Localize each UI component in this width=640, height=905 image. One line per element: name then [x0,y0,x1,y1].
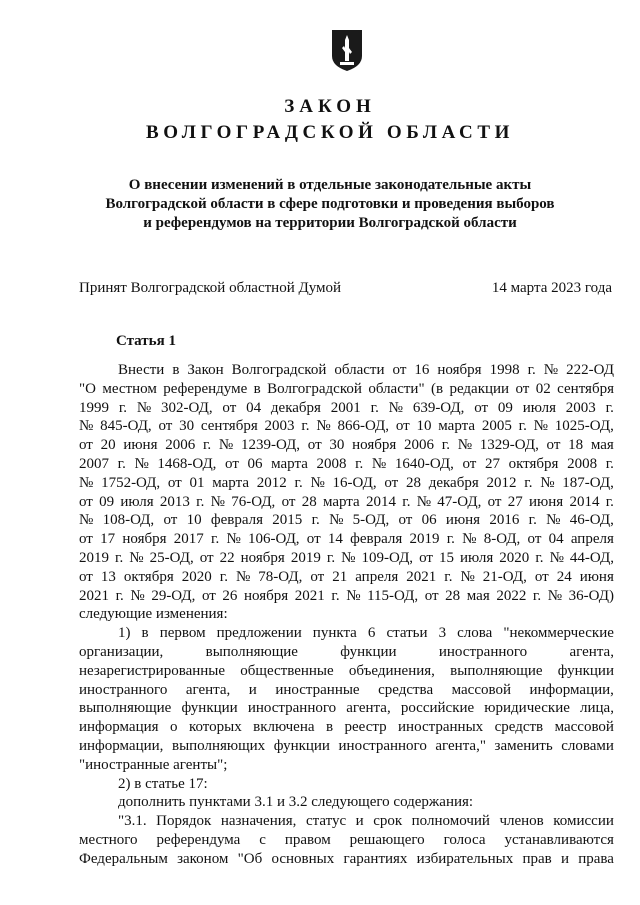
body-line: от 20 июня 2006 г. № 1239-ОД, от 30 ноября 2006 г. № 1329-ОД, от 18 мая [79,437,614,454]
adoption-date: 14 марта 2023 года [491,280,612,296]
body-line: № 845-ОД, от 30 сентября 2003 г. № 866-ОД, от 10 марта 2005 г. № 1025-ОД, [79,418,614,435]
body-line: местного референдума с правом решающего голоса устанавливаются [79,831,614,848]
body-line: Федеральным законом "Об основных гарантиях избирательных прав и права [79,850,614,867]
subject-line: Волгоградской области в сфере подготовки и проведения выборов [105,196,555,212]
adoption-statement: Принят Волгоградской областной Думой [79,280,342,296]
body-line: от 17 ноября 2017 г. № 106-ОД, от 14 февраля 2019 г. № 8-ОД, от 04 апреля [79,531,614,548]
coat-of-arms-emblem [330,28,364,72]
body-line: "О местном референдуме в Волгоградской области" (в редакции от 02 сентября [79,380,614,397]
subject-line: и референдумов на территории Волгоградской области [143,215,517,231]
body-line: от 13 октября 2020 г. № 78-ОД, от 21 апреля 2021 г. № 21-ОД, от 24 июня [79,568,614,585]
body-line: дополнить пунктами 3.1 и 3.2 следующего содержания: [118,794,474,811]
law-subject [100,176,560,233]
body-line: 2019 г. № 25-ОД, от 22 ноября 2019 г. № 109-ОД, от 15 июля 2020 г. № 44-ОД, [79,549,614,566]
body-line: выполняющие функции иностранного агента, российские юридические лица, [79,700,614,717]
body-line: 2007 г. № 1468-ОД, от 06 марта 2008 г. № 1640-ОД, от 27 октября 2008 г. [79,455,614,472]
body-line: организации, выполняющие функции иностранного агента, [79,643,614,660]
body-line: "3.1. Порядок назначения, статус и срок полномочий членов комиссии [118,813,614,830]
subject-line: О внесении изменений в отдельные законодательные акты [128,177,532,193]
body-line: информации, выполняющих функции иностранного агента," заменить словами [79,737,614,754]
body-line: 1) в первом предложении пункта 6 статьи 3 слова "некоммерческие [118,625,614,642]
body-line: от 09 июля 2013 г. № 76-ОД, от 28 марта 2014 г. № 47-ОД, от 27 июня 2014 г. [79,493,614,510]
body-line: № 1752-ОД, от 01 марта 2012 г. № 16-ОД, от 28 декабря 2012 г. № 187-ОД, [79,474,614,491]
body-line: 2021 г. № 29-ОД, от 26 ноября 2021 г. № 115-ОД, от 28 мая 2022 г. № 36-ОД) [79,587,614,604]
body-line: Внести в Закон Волгоградской области от 16 ноября 1998 г. № 222-ОД [118,362,614,378]
article-heading: Статья 1 [116,333,176,349]
law-region-title: ВОЛГОГРАДСКОЙ ОБЛАСТИ [145,122,515,143]
article-body [79,361,614,869]
body-line: 2) в статье 17: [118,775,208,792]
body-line: 1999 г. № 302-ОД, от 04 декабря 2001 г. № 639-ОД, от 09 июля 2003 г. [79,399,614,416]
body-line: информация о которых включена в реестр иностранных средств массовой [79,719,614,736]
body-line: следующие изменения: [79,606,228,623]
body-line: № 108-ОД, от 10 февраля 2015 г. № 5-ОД, от 06 июня 2016 г. № 46-ОД, [79,512,614,529]
body-line: "иностранные агенты"; [79,756,228,773]
law-title: ЗАКОН [284,96,376,117]
body-line: незарегистрированные общественные объединения, выполняющие функции [79,662,614,679]
body-line: иностранного агента, и иностранные средства массовой информации, [79,681,614,698]
